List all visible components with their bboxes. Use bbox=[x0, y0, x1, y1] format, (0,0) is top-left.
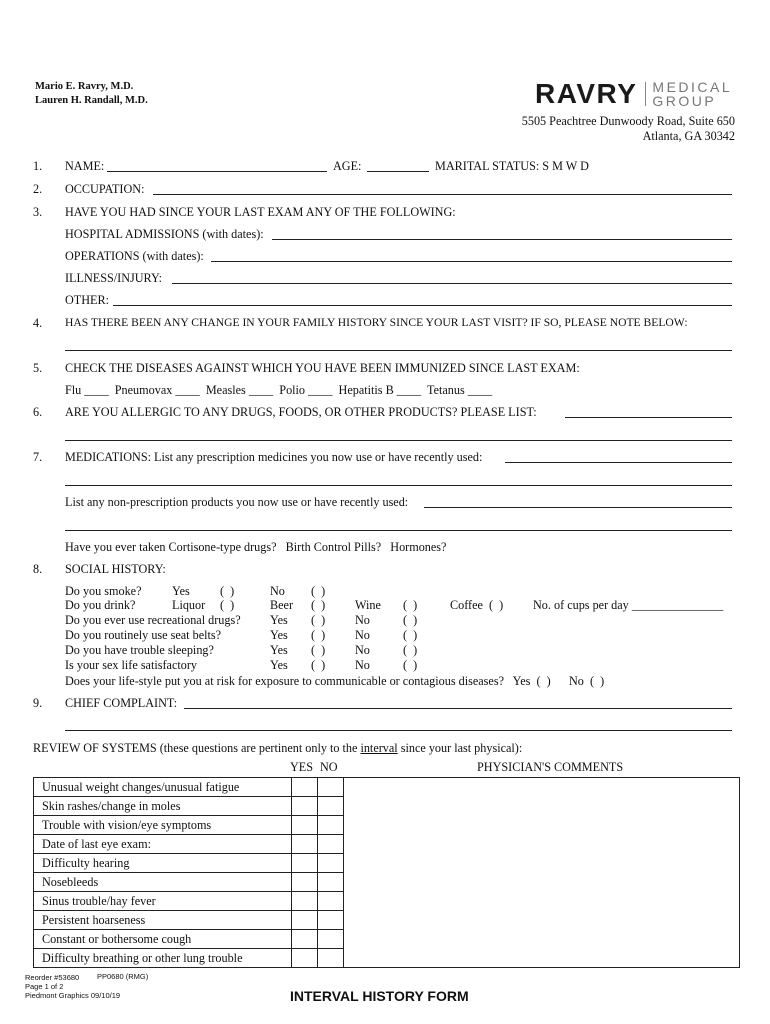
q1-age-label: AGE: bbox=[333, 159, 362, 173]
ros-no-box[interactable] bbox=[318, 797, 344, 816]
ros-yes-box[interactable] bbox=[292, 930, 318, 949]
ros-yes-box[interactable] bbox=[292, 911, 318, 930]
ros-intro bbox=[33, 742, 522, 754]
social-checkbox[interactable]: ( ) bbox=[220, 584, 235, 598]
other-label: OTHER: bbox=[65, 293, 110, 307]
social-question: Is your sex life satisfactory bbox=[65, 658, 197, 672]
ros-table bbox=[33, 777, 740, 968]
ros-yes-box[interactable] bbox=[292, 854, 318, 873]
social-option: No bbox=[355, 628, 370, 642]
ros-no-box[interactable] bbox=[318, 911, 344, 930]
ros-item: Constant or bothersome cough bbox=[34, 930, 292, 949]
logo-sub-1: MEDICAL bbox=[652, 79, 733, 95]
q1-name-label: NAME: bbox=[65, 159, 105, 173]
social-option: Yes bbox=[270, 628, 288, 642]
social-question: Do you routinely use seat belts? bbox=[65, 628, 222, 642]
social-option: Liquor bbox=[172, 598, 206, 612]
ros-no-box[interactable] bbox=[318, 816, 344, 835]
other-field[interactable] bbox=[113, 294, 732, 306]
illness-field[interactable] bbox=[172, 272, 732, 284]
ros-yes-box[interactable] bbox=[292, 949, 318, 968]
ros-item: Skin rashes/change in moles bbox=[34, 797, 292, 816]
ros-yes-box[interactable] bbox=[292, 816, 318, 835]
logo-divider bbox=[645, 82, 646, 106]
social-option: No bbox=[270, 584, 285, 598]
social-option: No bbox=[355, 613, 370, 627]
q3-label: HAVE YOU HAD SINCE YOUR LAST EXAM ANY OF THE FOLLOWING: bbox=[65, 205, 456, 219]
q2-label: OCCUPATION: bbox=[65, 182, 145, 196]
ros-item: Persistent hoarseness bbox=[34, 911, 292, 930]
q9-number: 9. bbox=[33, 696, 43, 710]
q6-number: 6. bbox=[33, 405, 43, 419]
ros-item: Difficulty breathing or other lung trouble bbox=[34, 949, 292, 968]
q9-label: CHIEF COMPLAINT: bbox=[65, 696, 178, 710]
social-option: Yes bbox=[270, 658, 288, 672]
social-option: No bbox=[355, 643, 370, 657]
coffee-option[interactable]: Coffee ( ) bbox=[450, 598, 504, 612]
rx-medication-field[interactable] bbox=[505, 451, 732, 463]
ros-item: Unusual weight changes/unusual fatigue bbox=[34, 778, 292, 797]
ros-yes-box[interactable] bbox=[292, 892, 318, 911]
social-question: Do you ever use recreational drugs? bbox=[65, 613, 241, 627]
address-line-1: 5505 Peachtree Dunwoody Road, Suite 650 bbox=[521, 114, 735, 128]
ros-yes-box[interactable] bbox=[292, 835, 318, 854]
q1-number: 1. bbox=[33, 159, 43, 173]
ros-no-box[interactable] bbox=[318, 835, 344, 854]
chief-complaint-field[interactable] bbox=[184, 697, 732, 709]
social-checkbox[interactable]: ( ) bbox=[311, 613, 326, 627]
footer-reorder: Reorder #53680 bbox=[25, 973, 80, 982]
lifestyle-question: Does your life-style put you at risk for exposure to communicable or contagious diseases? Yes ( ) No ( ) bbox=[65, 674, 605, 688]
social-checkbox[interactable]: ( ) bbox=[220, 598, 235, 612]
rx-medication-field-2[interactable] bbox=[65, 485, 732, 486]
ros-item: Difficulty hearing bbox=[34, 854, 292, 873]
social-option: No bbox=[355, 658, 370, 672]
ros-no-box[interactable] bbox=[318, 778, 344, 797]
logo-main-text: RAVRY bbox=[535, 78, 638, 109]
occupation-field[interactable] bbox=[153, 183, 732, 195]
table-row bbox=[34, 778, 740, 797]
q3-number: 3. bbox=[33, 205, 43, 219]
operations-label: OPERATIONS (with dates): bbox=[65, 249, 204, 263]
address-line-2: Atlanta, GA 30342 bbox=[642, 129, 735, 143]
ros-item: Sinus trouble/hay fever bbox=[34, 892, 292, 911]
non-rx-label: List any non-prescription products you now use or have recently used: bbox=[65, 495, 409, 509]
ros-yes-box[interactable] bbox=[292, 873, 318, 892]
ros-item: Nosebleeds bbox=[34, 873, 292, 892]
ros-intro-a: REVIEW OF SYSTEMS (these questions are pertinent only to the bbox=[33, 741, 361, 755]
social-question: Do you have trouble sleeping? bbox=[65, 643, 214, 657]
hospital-label: HOSPITAL ADMISSIONS (with dates): bbox=[65, 227, 264, 241]
social-checkbox[interactable]: ( ) bbox=[311, 598, 326, 612]
q5-label: CHECK THE DISEASES AGAINST WHICH YOU HAVE BEEN IMMUNIZED SINCE LAST EXAM: bbox=[65, 361, 580, 375]
chief-complaint-field-2[interactable] bbox=[65, 730, 732, 731]
ros-no-header: NO bbox=[320, 760, 338, 774]
operations-field[interactable] bbox=[211, 250, 732, 262]
logo-sub bbox=[652, 80, 732, 108]
social-checkbox[interactable]: ( ) bbox=[403, 643, 418, 657]
q8-label: SOCIAL HISTORY: bbox=[65, 562, 166, 576]
address bbox=[522, 114, 735, 144]
age-field[interactable] bbox=[367, 160, 429, 172]
social-option: Beer bbox=[270, 598, 294, 612]
q7-label: MEDICATIONS: List any prescription medicines you now use or have recently used: bbox=[65, 450, 483, 464]
social-question: Do you smoke? bbox=[65, 584, 142, 598]
social-checkbox[interactable]: ( ) bbox=[403, 613, 418, 627]
illness-label: ILLNESS/INJURY: bbox=[65, 271, 163, 285]
social-checkbox[interactable]: ( ) bbox=[311, 658, 326, 672]
social-option: Yes bbox=[172, 584, 190, 598]
social-checkbox[interactable]: ( ) bbox=[403, 628, 418, 642]
ros-yes-box[interactable] bbox=[292, 778, 318, 797]
non-rx-field[interactable] bbox=[424, 496, 732, 508]
family-history-field[interactable] bbox=[65, 350, 732, 351]
immunization-options[interactable]: Flu ____ Pneumovax ____ Measles ____ Polio ____ Hepatitis B ____ Tetanus ____ bbox=[65, 383, 493, 397]
allergy-field-2[interactable] bbox=[65, 440, 732, 441]
form-title: INTERVAL HISTORY FORM bbox=[290, 988, 469, 1004]
social-checkbox[interactable]: ( ) bbox=[311, 628, 326, 642]
ros-no-box[interactable] bbox=[318, 873, 344, 892]
social-checkbox[interactable]: ( ) bbox=[403, 658, 418, 672]
ros-no-box[interactable] bbox=[318, 949, 344, 968]
physician-comments-box[interactable] bbox=[344, 778, 740, 968]
ros-no-box[interactable] bbox=[318, 930, 344, 949]
social-checkbox[interactable]: ( ) bbox=[311, 584, 326, 598]
doctor-names bbox=[35, 80, 148, 108]
q1-marital-label: MARITAL STATUS: S M W D bbox=[435, 159, 589, 173]
q5-number: 5. bbox=[33, 361, 43, 375]
q2-number: 2. bbox=[33, 182, 43, 196]
footer-printer: Piedmont Graphics 09/10/19 bbox=[25, 991, 121, 1000]
ravry-logo bbox=[535, 80, 732, 108]
cortisone-question: Have you ever taken Cortisone-type drugs? Birth Control Pills? Hormones? bbox=[65, 540, 447, 554]
ros-intro-underline: interval bbox=[360, 741, 398, 755]
hospital-field[interactable] bbox=[272, 228, 732, 240]
q4-label: HAS THERE BEEN ANY CHANGE IN YOUR FAMILY HISTORY SINCE YOUR LAST VISIT? IF SO, PLEASE NOTE BELOW: bbox=[65, 316, 688, 329]
allergy-field[interactable] bbox=[565, 406, 732, 418]
social-checkbox[interactable]: ( ) bbox=[311, 643, 326, 657]
social-question: Do you drink? bbox=[65, 598, 136, 612]
ros-comments-header: PHYSICIAN'S COMMENTS bbox=[477, 760, 624, 774]
cups-per-day-field[interactable]: No. of cups per day _______________ bbox=[533, 598, 724, 612]
name-field[interactable] bbox=[107, 160, 327, 172]
social-option: Yes bbox=[270, 613, 288, 627]
social-option: Wine bbox=[355, 598, 381, 612]
ros-yes-box[interactable] bbox=[292, 797, 318, 816]
logo-sub-2: GROUP bbox=[652, 93, 717, 109]
ros-no-box[interactable] bbox=[318, 892, 344, 911]
q8-number: 8. bbox=[33, 562, 43, 576]
ros-intro-b: since your last physical): bbox=[397, 741, 523, 755]
doctor-name-2: Lauren H. Randall, M.D. bbox=[35, 95, 148, 106]
non-rx-field-2[interactable] bbox=[65, 530, 732, 531]
social-checkbox[interactable]: ( ) bbox=[403, 598, 418, 612]
social-option: Yes bbox=[270, 643, 288, 657]
ros-no-box[interactable] bbox=[318, 854, 344, 873]
footer-page: Page 1 of 2 bbox=[25, 982, 64, 991]
doctor-name-1: Mario E. Ravry, M.D. bbox=[35, 81, 134, 92]
ros-item: Date of last eye exam: bbox=[34, 835, 292, 854]
q6-label: ARE YOU ALLERGIC TO ANY DRUGS, FOODS, OR OTHER PRODUCTS? PLEASE LIST: bbox=[65, 405, 537, 419]
ros-yes-header: YES bbox=[290, 760, 314, 774]
q4-number: 4. bbox=[33, 316, 43, 330]
q7-number: 7. bbox=[33, 450, 43, 464]
footer-code: PP0680 (RMG) bbox=[97, 972, 149, 981]
ros-item: Trouble with vision/eye symptoms bbox=[34, 816, 292, 835]
